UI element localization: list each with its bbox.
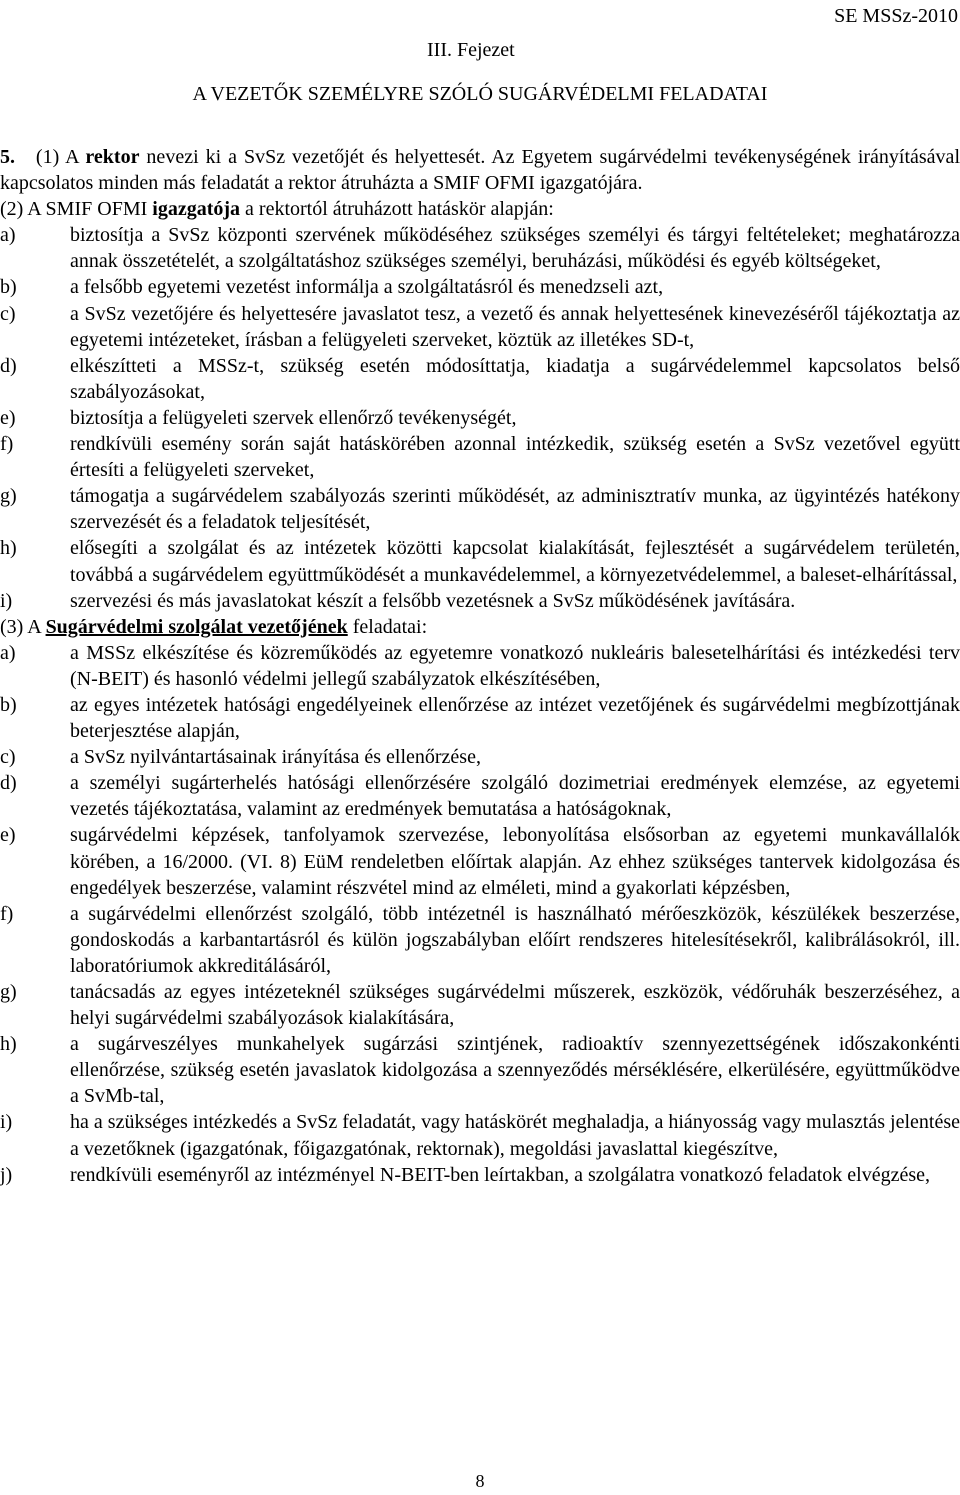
list-item-label: g): [0, 981, 17, 1003]
list-item: [0, 431, 960, 483]
list-item: [0, 744, 960, 770]
list-item-text: rendkívüli esemény során saját hatáskörében azonnal intézkedik, szükség esetén a SvSz vezetővel együtt értesíti a felügyeleti szerveket,: [70, 433, 960, 482]
list-item-text: ha a szükséges intézkedés a SvSz feladatát, vagy hatáskörét meghaladja, a hiányosság vagy mulasztás jelentése a vezetőknek (igazgatónak, főigazgatónak, rektornak), megoldási javaslattal kiegészítve,: [70, 1111, 960, 1160]
list-item-label: d): [0, 772, 17, 795]
list-item: [0, 222, 960, 274]
list-item: [0, 274, 960, 300]
list-item-label: g): [0, 485, 17, 508]
list-item-text: a MSSz elkészítése és közreműködés az egyetemre vonatkozó nukleáris balesetelhárítási és intézkedési terv (N-BEIT) és hasonló védelmi jellegű szabályzatok elkészítésében,: [70, 641, 960, 690]
list-item: [0, 1109, 960, 1161]
page-number: 8: [475, 1471, 485, 1491]
list-item: [0, 822, 960, 900]
list-item-text: a SvSz nyilvántartásainak irányítása és ellenőrzése,: [70, 746, 481, 769]
list-item-label: c): [0, 302, 16, 325]
section-5-paragraph-1: [0, 144, 960, 196]
list-item-label: a): [0, 641, 16, 664]
list-item-label: d): [0, 354, 17, 377]
list-item-text: biztosítja a felügyeleti szervek ellenőrző tevékenységét,: [70, 406, 517, 429]
list-item: [0, 640, 960, 692]
list-item-text: szervezési és más javaslatokat készít a felsőbb vezetésnek a SvSz működésének javítására.: [70, 589, 796, 612]
list-item: [0, 588, 960, 614]
list-item-text: elősegíti a szolgálat és az intézetek közötti kapcsolat kialakítását, fejlesztését a sugárvédelem területén, továbbá a sugárvédelem együttműködését a munkavédelemmel, a környezetvédelemmel, a baleset-elhárítással,: [70, 537, 960, 586]
emphasis-igazgato: igazgatója: [152, 198, 241, 221]
list-item-text: tanácsadás az egyes intézeteknél szükséges sugárvédelmi műszerek, eszközök, védőruhák beszerzéséhez, a helyi sugárvédelmi szabályozások kialakítására,: [70, 981, 960, 1030]
paragraph-text: feladatai:: [347, 615, 428, 638]
list-item: [0, 901, 960, 979]
list-item-label: b): [0, 693, 17, 716]
list-item-text: a sugárvédelmi ellenőrzést szolgáló, több intézetnél is használható mérőeszközök, készülékek beszerzése, gondoskodás a karbantartásról és külön jogszabályban előírt rendszeres hitelesítésekről, kalibrálásokról, ill. laboratóriumok akkreditálásáról,: [70, 902, 960, 977]
list-item-label: a): [0, 224, 16, 247]
document-body: [0, 144, 960, 1188]
list-item-label: b): [0, 276, 17, 299]
paragraph-text: a rektortól átruházott hatáskör alapján:: [240, 198, 554, 221]
paragraph-text: (2) A SMIF OFMI: [0, 198, 153, 221]
list-item-label: j): [0, 1163, 13, 1186]
section-number: 5.: [0, 146, 15, 168]
emphasis-svsz-vezeto: Sugárvédelmi szolgálat vezetőjének: [45, 615, 348, 638]
list-item-label: h): [0, 1033, 17, 1056]
section-5-paragraph-2: [0, 196, 960, 222]
paragraph-3-list: [0, 640, 960, 1188]
list-item-label: i): [0, 589, 13, 612]
list-item: [0, 1031, 960, 1109]
emphasis-rektor: rektor: [85, 146, 140, 168]
list-item-text: a sugárveszélyes munkahelyek sugárzási szintjének, radioaktív szennyezettségének időszakonkénti ellenőrzése, szükség esetén javaslatok kidolgozása a szennyeződés mérséklésére, elkerülésére, együttműködve a SvMb-tal,: [70, 1033, 960, 1108]
paragraph-text: (3) A: [0, 615, 46, 638]
chapter-number: III. Fejezet: [427, 39, 515, 61]
list-item-text: sugárvédelmi képzések, tanfolyamok szervezése, lebonyolítása elsősorban az egyetemi munkavállalók körében, a 16/2000. (VI. 8) EüM rendeletben előírtak alapján. Az ehhez szükséges tantervek kidolgozása és engedélyek beszerzése, valamint részvétel mind az elméleti, mind a gyakorlati képzésben,: [70, 824, 960, 899]
list-item: [0, 483, 960, 535]
list-item-text: a felsőbb egyetemi vezetést informálja a szolgáltatásról és menedzseli azt,: [70, 276, 664, 299]
list-item: [0, 535, 960, 587]
list-item-text: elkészítteti a MSSz-t, szükség esetén módosíttatja, kiadatja a sugárvédelemmel kapcsolatos belső szabályozásokat,: [70, 354, 960, 403]
list-item-label: i): [0, 1111, 13, 1134]
paragraph-2-list: [0, 222, 960, 613]
list-item-text: biztosítja a SvSz központi szervének működéséhez szükséges személyi és tárgyi feltételeket; meghatározza annak összetételét, a szolgáltatáshoz szükséges személyi, beruházási, működési és egyéb költségeket,: [70, 224, 960, 273]
list-item-text: rendkívüli eseményről az intézményel N-BEIT-ben leírtakban, a szolgálatra vonatkozó feladatok elvégzése,: [70, 1163, 931, 1186]
list-item-text: a SvSz vezetőjére és helyettesére javaslatot tesz, a vezető és annak helyettesének kinevezéséről tájékoztatja az egyetemi intézeteket, írásban a felügyeleti szerveket, köztük az illetékes SD-t,: [70, 302, 960, 351]
list-item: [0, 979, 960, 1031]
list-item: [0, 692, 960, 744]
list-item-label: h): [0, 537, 17, 560]
list-item-label: f): [0, 433, 14, 456]
list-item: [0, 1162, 960, 1188]
list-item-label: f): [0, 902, 14, 925]
list-item: [0, 353, 960, 405]
list-item: [0, 405, 960, 431]
list-item-text: támogatja a sugárvédelem szabályozás szerinti működését, az adminisztratív munka, az ügyintézés hatékony szervezését és a feladatok teljesítését,: [70, 485, 960, 534]
section-5-paragraph-3: [0, 614, 960, 640]
chapter-title: A VEZETŐK SZEMÉLYRE SZÓLÓ SUGÁRVÉDELMI FELADATAI: [192, 83, 768, 105]
list-item-label: e): [0, 824, 16, 847]
list-item-text: az egyes intézetek hatósági engedélyeinek ellenőrzése az intézet vezetőjének és sugárvédelmi megbízottjának beterjesztése alapján,: [70, 693, 960, 743]
list-item-label: c): [0, 746, 16, 769]
paragraph-text: (1) A: [35, 146, 86, 168]
document-code: SE MSSz-2010: [834, 5, 958, 27]
paragraph-text: nevezi ki a SvSz vezetőjét és helyettesét. Az Egyetem sugárvédelmi tevékenységének irányításával kapcsolatos minden más feladatát a rektor átruházta a SMIF OFMI igazgatójára.: [0, 146, 960, 195]
list-item-label: e): [0, 406, 16, 429]
list-item: [0, 301, 960, 353]
list-item: [0, 770, 960, 822]
list-item-text: a személyi sugárterhelés hatósági ellenőrzésére szolgáló dozimetriai eredmények elemzése, az egyetemi vezetés tájékoztatása, valamint az eredmények bemutatása a hatóságoknak,: [70, 772, 960, 821]
